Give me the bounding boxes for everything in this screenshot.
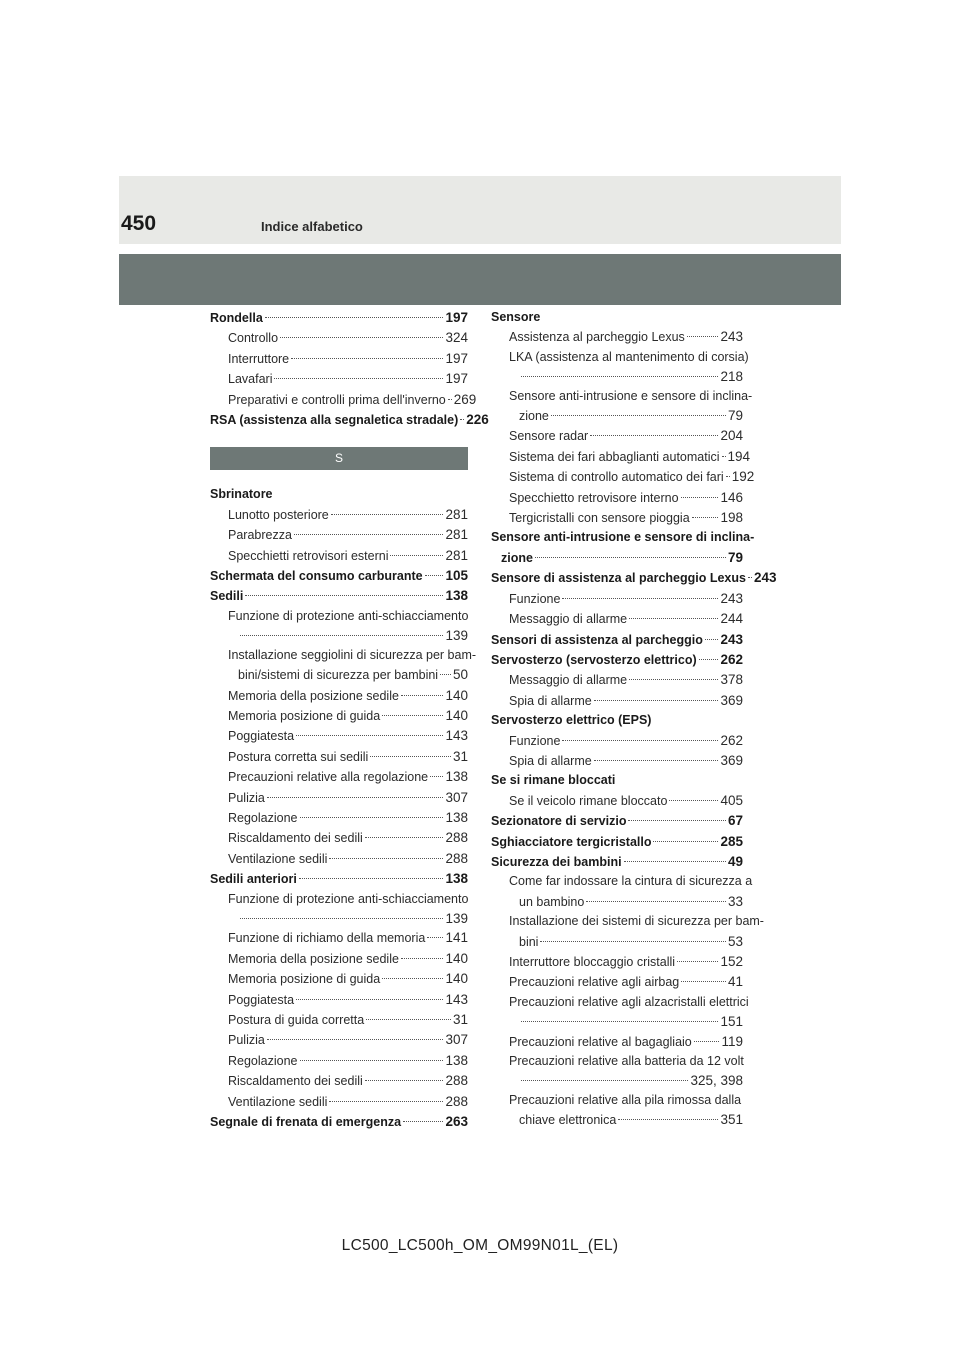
dot-leader [521, 1080, 688, 1081]
index-subentry[interactable] [491, 1052, 743, 1071]
page-reference: 307 [445, 789, 468, 805]
index-subentry[interactable] [491, 426, 743, 446]
entry-text: Spia di allarme [509, 753, 592, 768]
section-band [119, 254, 841, 305]
entry-text: Precauzioni relative alla batteria da 12 volt [509, 1054, 744, 1069]
dot-leader [594, 700, 719, 701]
page-reference: 285 [720, 833, 743, 849]
index-entry[interactable] [491, 811, 743, 831]
page-reference: 262 [720, 732, 743, 748]
index-subentry[interactable] [210, 328, 468, 348]
index-subentry[interactable] [491, 952, 743, 972]
page-reference: 138 [445, 809, 468, 825]
entry-text: Precauzioni relative agli airbag [509, 975, 680, 990]
page-reference: 324 [445, 330, 468, 346]
dot-leader [726, 476, 730, 477]
entry-text: Lunotto posteriore [228, 507, 329, 522]
entry-text: Regolazione [228, 810, 298, 825]
entry-text: Come far indossare la cintura di sicurezza a [509, 874, 753, 889]
page-reference: 53 [727, 933, 743, 949]
page-reference: 262 [720, 651, 743, 667]
entry-text: Interruttore bloccaggio cristalli [509, 955, 676, 969]
entry-text: Sedili anteriori [210, 872, 297, 887]
entry-text: Tergicristalli con sensore pioggia [509, 511, 690, 526]
entry-text: Sezionatore di servizio [491, 814, 627, 829]
page-reference: 143 [445, 728, 468, 744]
dot-leader [692, 517, 719, 518]
page-reference: 288 [445, 830, 468, 846]
index-subentry[interactable] [491, 387, 753, 406]
page-reference: 369 [720, 692, 743, 708]
index-subentry[interactable] [210, 390, 477, 410]
index-entry[interactable] [491, 528, 755, 547]
entry-text: Messaggio di allarme [509, 673, 628, 688]
index-entry-continuation[interactable] [210, 665, 468, 685]
index-subentry[interactable] [491, 1091, 743, 1110]
dot-leader [699, 659, 719, 660]
page-reference: 79 [727, 408, 743, 424]
page-reference: 243 [720, 631, 743, 647]
index-entry-continuation[interactable] [491, 1071, 743, 1090]
index-subentry[interactable] [491, 609, 743, 629]
page-reference: 67 [727, 813, 743, 829]
page-reference: 197 [445, 371, 468, 387]
index-subentry[interactable] [491, 467, 755, 487]
index-subentry[interactable] [210, 706, 468, 726]
page-reference: 140 [445, 707, 468, 723]
index-subentry[interactable] [491, 691, 743, 711]
dot-leader [403, 1121, 443, 1122]
entry-text: Sensore [491, 310, 541, 324]
index-entry-continuation[interactable] [491, 1012, 743, 1031]
dot-leader [296, 999, 443, 1000]
dot-leader [705, 639, 719, 640]
dot-leader [274, 378, 443, 379]
page-reference: 194 [727, 448, 751, 464]
dot-leader [294, 534, 444, 535]
page-reference: 269 [453, 391, 477, 407]
dot-leader [653, 841, 718, 842]
document-code-footer: LC500_LC500h_OM_OM99N01L_(EL) [341, 1237, 619, 1254]
dot-leader [430, 776, 443, 777]
dot-leader [425, 575, 444, 576]
index-subentry[interactable] [491, 972, 743, 992]
dot-leader [265, 317, 444, 318]
page-reference: 243 [753, 570, 777, 586]
index-entry[interactable] [210, 586, 468, 606]
entry-text: Memoria della posizione sedile [228, 688, 399, 703]
index-subentry[interactable] [210, 546, 468, 566]
index-subentry[interactable] [210, 1010, 468, 1030]
dot-leader [681, 497, 719, 498]
dot-leader [440, 674, 451, 675]
dot-leader [365, 1080, 444, 1081]
index-entry-continuation[interactable] [210, 909, 468, 928]
page-reference: 244 [720, 611, 743, 627]
dot-leader [562, 740, 718, 741]
dot-leader [329, 1101, 443, 1102]
entry-text: Precauzioni relative al bagagliaio [509, 1034, 692, 1049]
entry-text: Sensore di assistenza al parcheggio Lexus [491, 571, 746, 586]
header-band [119, 176, 841, 244]
index-subentry[interactable] [491, 791, 743, 811]
index-subentry[interactable] [210, 890, 468, 909]
letter-divider: S [210, 447, 468, 470]
dot-leader [540, 941, 726, 942]
page-reference: 146 [720, 489, 743, 505]
index-entry[interactable] [491, 771, 743, 790]
page-reference: 139 [445, 910, 468, 926]
entry-text: Funzione di richiamo della memoria [228, 931, 426, 946]
entry-text: Precauzioni relative agli alzacristalli elettrici [509, 994, 749, 1009]
dot-leader [618, 1119, 718, 1120]
entry-text-continuation: chiave elettronica [519, 1113, 617, 1128]
entry-text: Sensore radar [509, 429, 589, 444]
index-subentry[interactable] [210, 505, 468, 525]
entry-text: Riscaldamento dei sedili [228, 1074, 363, 1089]
entry-text: Funzione di protezione anti-schiacciamento [228, 891, 469, 906]
dot-leader [594, 760, 719, 761]
entry-text: Sedili [210, 589, 244, 604]
entry-text: Sghiacciatore tergicristallo [491, 834, 652, 849]
index-subentry[interactable] [491, 447, 751, 467]
page-reference: 263 [445, 1114, 468, 1130]
entry-text-continuation: zione [501, 550, 533, 565]
index-subentry[interactable] [210, 349, 468, 369]
index-subentry[interactable] [210, 747, 468, 767]
entry-text: Rondella [210, 311, 263, 325]
index-entry[interactable] [210, 485, 468, 504]
entry-text: Ventilazione sedili [228, 851, 328, 866]
page-reference: 198 [720, 510, 743, 526]
page-reference: 138 [445, 588, 468, 604]
page-reference: 49 [727, 853, 743, 869]
dot-leader [382, 715, 443, 716]
index-entry-continuation[interactable] [491, 406, 743, 426]
index-subentry[interactable] [491, 589, 743, 609]
entry-text: Riscaldamento dei sedili [228, 831, 363, 846]
dot-leader [722, 456, 726, 457]
index-subentry[interactable] [210, 525, 468, 545]
index-subentry[interactable] [210, 849, 468, 869]
entry-text-continuation: bini/sistemi di sicurezza per bambini [238, 668, 439, 683]
page-reference: 138 [445, 871, 468, 887]
page-reference: 405 [720, 792, 743, 808]
index-subentry[interactable] [491, 731, 743, 751]
index-subentry[interactable] [210, 928, 468, 948]
index-entry-continuation[interactable] [210, 626, 468, 645]
page-reference: 197 [445, 310, 468, 325]
page-reference: 119 [721, 1033, 743, 1049]
index-entry-continuation[interactable] [491, 932, 743, 952]
entry-text: Memoria posizione di guida [228, 972, 381, 987]
dot-leader [296, 735, 443, 736]
dot-leader [300, 1060, 444, 1061]
entry-text: Precauzioni relative alla pila rimossa dalla [509, 1092, 742, 1107]
index-entry[interactable] [491, 711, 743, 730]
entry-text: RSA (assistenza alla segnaletica stradale) [210, 413, 459, 428]
dot-leader [521, 376, 718, 377]
index-entry[interactable] [210, 308, 468, 328]
dot-leader [590, 435, 718, 436]
index-entry[interactable] [491, 852, 743, 872]
page-reference: 369 [720, 752, 743, 768]
entry-text: LKA (assistenza al mantenimento di corsia) [509, 349, 749, 364]
entry-text: Servosterzo elettrico (EPS) [491, 713, 652, 728]
index-subentry[interactable] [210, 788, 468, 808]
dot-leader [624, 861, 726, 862]
index-subentry[interactable] [491, 751, 743, 771]
page-reference: 105 [445, 568, 468, 584]
index-subentry[interactable] [491, 327, 743, 347]
dot-leader [401, 958, 444, 959]
dot-leader [551, 415, 726, 416]
index-entry[interactable] [491, 650, 743, 670]
entry-text: Sicurezza dei bambini [491, 854, 622, 869]
dot-leader [401, 695, 444, 696]
page-reference: 50 [452, 667, 468, 683]
page-reference: 243 [720, 590, 743, 606]
entry-text: Postura di guida corretta [228, 1013, 365, 1027]
page-reference: 226 [466, 412, 489, 428]
page-reference: 218 [720, 369, 743, 385]
dot-leader [535, 557, 726, 558]
entry-text: Se si rimane bloccati [491, 773, 616, 788]
page-reference: 307 [445, 1032, 468, 1048]
dot-leader [427, 937, 443, 938]
dot-leader [299, 878, 444, 879]
index-subentry[interactable] [210, 949, 468, 969]
entry-text: Spia di allarme [509, 693, 592, 708]
dot-leader [267, 797, 444, 798]
entry-text: Se il veicolo rimane bloccato [509, 793, 668, 808]
entry-text: Lavafari [228, 372, 273, 387]
dot-leader [629, 679, 718, 680]
index-entry[interactable] [210, 1112, 468, 1132]
index-subentry[interactable] [210, 607, 468, 626]
index-entry[interactable] [210, 869, 468, 889]
index-subentry[interactable] [210, 1071, 468, 1091]
dot-leader [521, 1021, 718, 1022]
page-reference: 143 [445, 991, 468, 1007]
entry-text: Assistenza al parcheggio Lexus [509, 330, 685, 345]
index-entry[interactable] [210, 566, 468, 586]
page-reference: 152 [720, 954, 743, 969]
entry-text: Preparativi e controlli prima dell'inverno [228, 392, 446, 407]
entry-text: Segnale di frenata di emergenza [210, 1115, 402, 1130]
page-reference: 351 [720, 1112, 743, 1128]
entry-text: Poggiatesta [228, 729, 295, 744]
index-subentry[interactable] [210, 808, 468, 828]
dot-leader [629, 618, 718, 619]
index-entry-continuation[interactable] [491, 1110, 743, 1130]
entry-text-continuation: un bambino [519, 894, 585, 909]
page-reference: 151 [720, 1014, 743, 1030]
index-entry[interactable] [491, 308, 743, 327]
entry-text: Installazione dei sistemi di sicurezza per bam- [509, 914, 764, 929]
dot-leader [245, 595, 443, 596]
page-reference: 204 [720, 428, 743, 444]
dot-leader [267, 1039, 444, 1040]
entry-text: Controllo [228, 331, 279, 346]
dot-leader [370, 756, 451, 757]
index-entry[interactable] [491, 630, 743, 650]
dot-leader [280, 337, 443, 338]
entry-text: Regolazione [228, 1053, 298, 1068]
page-reference: 325, 398 [690, 1073, 743, 1089]
index-subentry[interactable] [491, 488, 743, 508]
index-subentry[interactable] [210, 369, 468, 389]
entry-text: Funzione [509, 733, 561, 748]
dot-leader [460, 419, 464, 420]
entry-text: Specchietto retrovisore interno [509, 490, 679, 505]
dot-leader [687, 336, 719, 337]
index-entry-continuation[interactable] [491, 367, 743, 386]
index-entry-continuation[interactable] [491, 892, 743, 912]
dot-leader [448, 399, 452, 400]
page-reference: 140 [445, 950, 468, 966]
page-reference: 288 [445, 850, 468, 866]
page-reference: 138 [445, 769, 468, 785]
page-reference: 281 [445, 506, 468, 522]
entry-text-continuation: zione [519, 409, 549, 424]
index-subentry[interactable] [210, 686, 468, 706]
dot-leader [681, 981, 726, 982]
page-reference: 141 [445, 930, 468, 946]
entry-text: Sensore anti-intrusione e sensore di inclina- [491, 530, 755, 545]
page-reference: 41 [727, 974, 743, 990]
index-subentry[interactable] [491, 912, 764, 931]
dot-leader [365, 837, 444, 838]
entry-text: Parabrezza [228, 528, 292, 543]
dot-leader [669, 800, 718, 801]
index-subentry[interactable] [210, 1030, 468, 1050]
page-reference: 33 [727, 893, 743, 909]
entry-text: Sbrinatore [210, 487, 273, 502]
page-reference: 140 [445, 687, 468, 703]
index-subentry[interactable] [210, 969, 468, 989]
dot-leader [748, 577, 752, 578]
entry-text: Sistema di controllo automatico dei fari [509, 470, 724, 485]
entry-text-continuation: bini [519, 934, 539, 949]
dot-leader [291, 358, 443, 359]
entry-text: Servosterzo (servosterzo elettrico) [491, 652, 697, 667]
entry-text: Specchietti retrovisori esterni [228, 548, 389, 563]
index-subentry[interactable] [491, 1032, 743, 1052]
page-reference: 288 [445, 1073, 468, 1089]
entry-text: Poggiatesta [228, 992, 295, 1007]
entry-text: Messaggio di allarme [509, 612, 628, 627]
dot-leader [694, 1041, 720, 1042]
dot-leader [366, 1019, 451, 1020]
index-subentry[interactable] [491, 670, 743, 690]
dot-leader [677, 961, 718, 962]
page-reference: 31 [452, 748, 468, 764]
index-subentry[interactable] [210, 828, 468, 848]
dot-leader [329, 858, 443, 859]
entry-text: Memoria posizione di guida [228, 708, 381, 723]
dot-leader [390, 555, 443, 556]
entry-text: Sensore anti-intrusione e sensore di inclina- [509, 388, 753, 403]
section-title: Indice alfabetico [261, 219, 363, 234]
entry-text: Memoria della posizione sedile [228, 951, 399, 966]
index-subentry[interactable] [210, 1051, 468, 1071]
entry-text: Funzione di protezione anti-schiacciamento [228, 608, 469, 623]
page-reference: 281 [445, 527, 468, 543]
index-entry[interactable] [491, 568, 777, 588]
index-subentry[interactable] [491, 872, 753, 891]
entry-text: Pulizia [228, 790, 265, 805]
page-reference: 192 [731, 469, 755, 485]
index-entry[interactable] [210, 410, 489, 430]
entry-text: Precauzioni relative alla regolazione [228, 770, 429, 785]
page-reference: 31 [452, 1012, 468, 1027]
index-subentry[interactable] [491, 993, 749, 1012]
dot-leader [382, 978, 443, 979]
dot-leader [586, 901, 726, 902]
page-reference: 197 [445, 350, 468, 366]
index-column-left [210, 308, 489, 1132]
dot-leader [240, 918, 443, 919]
page-reference: 139 [445, 628, 468, 644]
page-reference: 288 [445, 1093, 468, 1109]
entry-text: Pulizia [228, 1033, 265, 1048]
page-number: 450 [121, 212, 157, 235]
page-reference: 140 [445, 971, 468, 987]
entry-text: Sensori di assistenza al parcheggio [491, 632, 703, 647]
page-reference: 243 [720, 329, 743, 345]
page-reference: 79 [727, 549, 743, 565]
entry-text: Funzione [509, 591, 561, 606]
index-subentry[interactable] [210, 767, 468, 787]
page-reference: 138 [445, 1052, 468, 1068]
entry-text: Schermata del consumo carburante [210, 569, 423, 584]
entry-text: Sistema dei fari abbaglianti automatici [509, 449, 720, 464]
dot-leader [240, 635, 443, 636]
index-subentry[interactable] [491, 508, 743, 528]
dot-leader [331, 514, 444, 515]
entry-text: Ventilazione sedili [228, 1094, 328, 1109]
index-subentry[interactable] [210, 726, 468, 746]
index-subentry[interactable] [210, 1092, 468, 1112]
index-column-right [491, 308, 777, 1131]
index-entry-continuation[interactable] [491, 548, 743, 568]
index-subentry[interactable] [491, 348, 749, 367]
index-subentry[interactable] [210, 646, 477, 665]
entry-text: Interruttore [228, 351, 290, 366]
entry-text: Installazione seggiolini di sicurezza per bam- [228, 647, 477, 662]
dot-leader [562, 598, 718, 599]
page-reference: 378 [720, 672, 743, 688]
index-entry[interactable] [491, 832, 743, 852]
index-subentry[interactable] [210, 990, 468, 1010]
entry-text: Postura corretta sui sedili [228, 749, 369, 764]
page-reference: 281 [445, 547, 468, 563]
dot-leader [628, 820, 726, 821]
dot-leader [300, 817, 444, 818]
